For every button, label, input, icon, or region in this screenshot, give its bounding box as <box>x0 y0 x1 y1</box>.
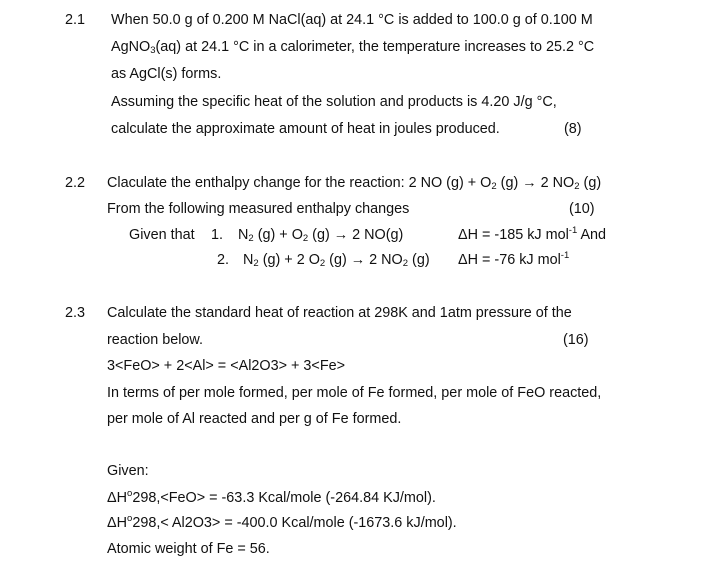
q22-line-1-a: Claculate the enthalpy change for the reaction: 2 NO (g) + O <box>107 175 492 191</box>
q22-r2-b: (g) + 2 O <box>258 252 320 268</box>
q22-line-1-c: (g) <box>579 175 602 191</box>
q23-given-3: Atomic weight of Fe = 56. <box>107 541 270 557</box>
q22-r2-sub3: 2 <box>402 258 409 269</box>
q22-marks: (10) <box>569 201 595 217</box>
q22-r2-sub1: 2 <box>253 258 259 269</box>
q22-reaction-1-enthalpy <box>458 226 606 244</box>
q23-given-1 <box>107 489 436 507</box>
q22-r2-a: N <box>243 252 254 268</box>
question-number-2-3: 2.3 <box>65 305 86 321</box>
q22-r1-dh: ΔH = -185 kJ mol <box>458 227 569 243</box>
q23-line-2: reaction below. <box>107 332 203 348</box>
q22-r2-d: (g) <box>408 252 430 268</box>
q23-given-2 <box>107 514 457 532</box>
q23-marks: (16) <box>563 332 589 348</box>
q22-r2-dh: ΔH = -76 kJ mol <box>458 252 561 268</box>
q23-reaction: 3<FeO> + 2<Al> = <Al2O3> + 3<Fe> <box>107 358 346 374</box>
q22-r1-b: (g) + O <box>253 227 303 243</box>
q22-r2-c: (g) → 2 NO <box>325 252 403 268</box>
q22-reaction-1 <box>238 226 403 244</box>
q22-line-1-b: (g) → 2 NO <box>496 175 575 191</box>
q22-line-1-sub1: 2 <box>491 181 497 192</box>
q22-reaction-2-enthalpy <box>458 251 569 269</box>
q21-line-5: calculate the approximate amount of heat in joules produced. <box>111 121 500 137</box>
q23-given-label: Given: <box>107 463 149 479</box>
q22-line-1 <box>107 174 601 192</box>
q21-marks: (8) <box>564 121 582 137</box>
q21-line-3: as AgCl(s) forms. <box>111 66 222 82</box>
question-number-2-2: 2.2 <box>65 175 86 191</box>
q22-reaction-2-number: 2. <box>217 252 230 268</box>
q22-reaction-2 <box>243 251 430 269</box>
q22-reaction-1-number: 1. <box>211 227 224 243</box>
q22-r1-c: (g) → 2 NO(g) <box>308 227 404 243</box>
q23-g2-b: 298,< Al2O3> = -400.0 Kcal/mole (-1673.6 kJ/mol). <box>132 515 457 531</box>
q23-g1-a: ΔH <box>107 490 128 506</box>
question-number-2-1: 2.1 <box>65 12 86 28</box>
q21-line-1: When 50.0 g of 0.200 M NaCl(aq) at 24.1 °C is added to 100.0 g of 0.100 M <box>111 12 593 28</box>
q22-r1-sub1: 2 <box>248 233 254 244</box>
q22-r1-sub2: 2 <box>302 233 309 244</box>
q22-r1-sup: -1 <box>568 225 578 236</box>
q23-g2-sup: o <box>127 513 133 524</box>
q22-line-2: From the following measured enthalpy changes <box>107 201 410 217</box>
q22-given-label: Given that <box>129 227 195 243</box>
q23-line-1: Calculate the standard heat of reaction at 298K and 1atm pressure of the <box>107 305 572 321</box>
q21-line-2-sub: 3 <box>150 45 156 56</box>
q22-r1-a: N <box>238 227 249 243</box>
q23-g1-b: 298,<FeO> = -63.3 Kcal/mole (-264.84 KJ/mol). <box>132 490 436 506</box>
q23-g2-a: ΔH <box>107 515 128 531</box>
q21-line-2-a: AgNO <box>111 39 151 55</box>
q22-r1-and: And <box>577 227 607 243</box>
q23-g1-sup: o <box>127 488 133 499</box>
q22-r2-sub2: 2 <box>319 258 326 269</box>
q22-line-1-sub2: 2 <box>574 181 580 192</box>
q21-line-2 <box>111 38 594 56</box>
q21-line-4: Assuming the specific heat of the solution and products is 4.20 J/g °C, <box>111 94 557 110</box>
q23-line-4: In terms of per mole formed, per mole of Fe formed, per mole of FeO reacted, <box>107 385 602 401</box>
q22-r2-sup: -1 <box>560 250 570 261</box>
q23-line-5: per mole of Al reacted and per g of Fe formed. <box>107 411 402 427</box>
q21-line-2-b: (aq) at 24.1 °C in a calorimeter, the temperature increases to 25.2 °C <box>155 39 595 55</box>
